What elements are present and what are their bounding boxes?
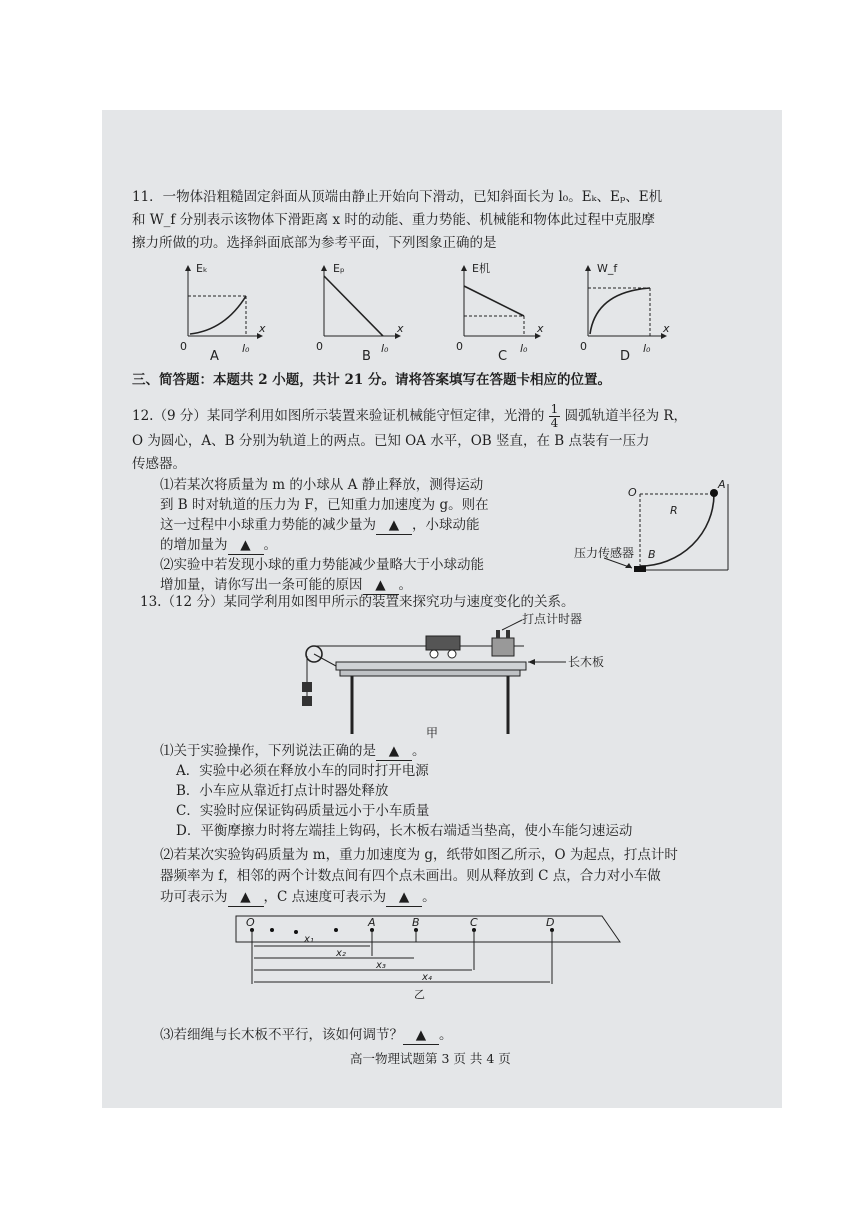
svg-text:C: C (498, 349, 508, 364)
q12-blank-2[interactable]: ▲ (228, 536, 264, 555)
svg-text:0: 0 (456, 340, 463, 353)
q13-option-a: A．实验中必须在释放小车的同时打开电源 (176, 763, 429, 779)
svg-text:0: 0 (180, 340, 187, 353)
svg-text:O: O (246, 916, 255, 929)
page-footer: 高一物理试题第 3 页 共 4 页 (350, 1051, 511, 1066)
svg-text:B: B (648, 548, 656, 561)
svg-text:0: 0 (316, 340, 323, 353)
svg-text:A: A (718, 478, 726, 491)
svg-text:0: 0 (580, 340, 587, 353)
q12-line2: O 为圆心，A、B 分别为轨道上的两点。已知 OA 水平，OB 竖直，在 B 点装有一压力 (132, 433, 650, 449)
svg-text:x: x (397, 322, 404, 335)
sensor-arrow (602, 556, 642, 576)
pressure-sensor-label: 压力传感器 (574, 546, 635, 560)
board-label: 长木板 (568, 655, 605, 669)
q13-option-d: D．平衡摩擦力时将左端挂上钩码，长木板右端适当垫高，使小车能匀速运动 (176, 823, 633, 839)
q13-blank-1[interactable]: ▲ (376, 742, 412, 761)
timer-label: 打点计时器 (522, 612, 583, 626)
svg-text:R: R (670, 504, 678, 517)
graph-d (580, 262, 670, 364)
svg-text:l₀: l₀ (520, 342, 528, 355)
svg-text:x₁: x₁ (304, 934, 314, 945)
q13-blank-2[interactable]: ▲ (228, 888, 264, 907)
svg-text:E机: E机 (472, 262, 490, 275)
q13-blank-3[interactable]: ▲ (386, 888, 422, 907)
svg-text:A: A (368, 916, 376, 929)
svg-text:x₂: x₂ (336, 948, 346, 959)
q12-blank-3[interactable]: ▲ (363, 576, 399, 595)
q13-tape-figure (232, 910, 632, 1000)
q12-line1: 12.（9 分）某同学利用如图所示装置来验证机械能守恒定律，光滑的 $\frac{1}{4}$ 圆弧轨道半径为 R， (132, 402, 688, 430)
svg-text:D: D (546, 916, 555, 929)
figure-jia-caption: 甲 (426, 726, 439, 740)
svg-text:x: x (663, 322, 670, 335)
svg-text:x₃: x₃ (376, 960, 386, 971)
q13-option-c: C．实验时应保证钩码质量远小于小车质量 (176, 803, 430, 819)
svg-text:B: B (412, 916, 420, 929)
graph-c (456, 261, 544, 364)
q11-line1: 11．一物体沿粗糙固定斜面从顶端由静止开始向下滑动，已知斜面长为 l₀。Eₖ、Eₚ、E机 (132, 189, 663, 205)
quarter-fraction: $\frac{1}{4}$ (550, 402, 559, 430)
section-3-heading: 三、简答题：本题共 2 小题，共计 21 分。请将答案填写在答题卡相应的位置。 (132, 372, 611, 388)
svg-text:C: C (470, 916, 478, 929)
svg-text:x: x (259, 322, 266, 335)
figure-yi-caption: 乙 (414, 988, 425, 1000)
graph-a (180, 262, 266, 364)
svg-text:Eₚ: Eₚ (333, 262, 345, 275)
svg-text:l₀: l₀ (381, 342, 389, 355)
q11-line3: 擦力所做的功。选择斜面底部为参考平面，下列图象正确的是 (132, 235, 497, 251)
svg-text:x: x (537, 322, 544, 335)
q13-apparatus-figure (296, 616, 636, 736)
q13-line1: 13.（12 分）某同学利用如图甲所示的装置来探究功与速度变化的关系。 (140, 594, 575, 610)
svg-text:O: O (628, 486, 637, 499)
graph-b (316, 262, 404, 364)
svg-text:B: B (362, 349, 371, 364)
svg-text:W_f: W_f (597, 262, 618, 275)
svg-text:l₀: l₀ (242, 342, 250, 355)
option-a-label: A (210, 349, 219, 364)
q11-graphs (0, 256, 860, 386)
svg-text:l₀: l₀ (643, 342, 651, 355)
q13-blank-4[interactable]: ▲ (403, 1026, 439, 1045)
svg-text:D: D (620, 349, 631, 364)
q13-option-b: B．小车应从靠近打点计时器处释放 (176, 783, 389, 799)
q12-line3: 传感器。 (132, 456, 186, 472)
svg-text:x₄: x₄ (422, 972, 432, 983)
q11-line2: 和 W_f 分别表示该物体下滑距离 x 时的动能、重力势能、机械能和物体此过程中克服摩 (132, 212, 655, 228)
graph-a-ylabel: Eₖ (196, 262, 208, 275)
q12-blank-1[interactable]: ▲ (376, 516, 412, 535)
